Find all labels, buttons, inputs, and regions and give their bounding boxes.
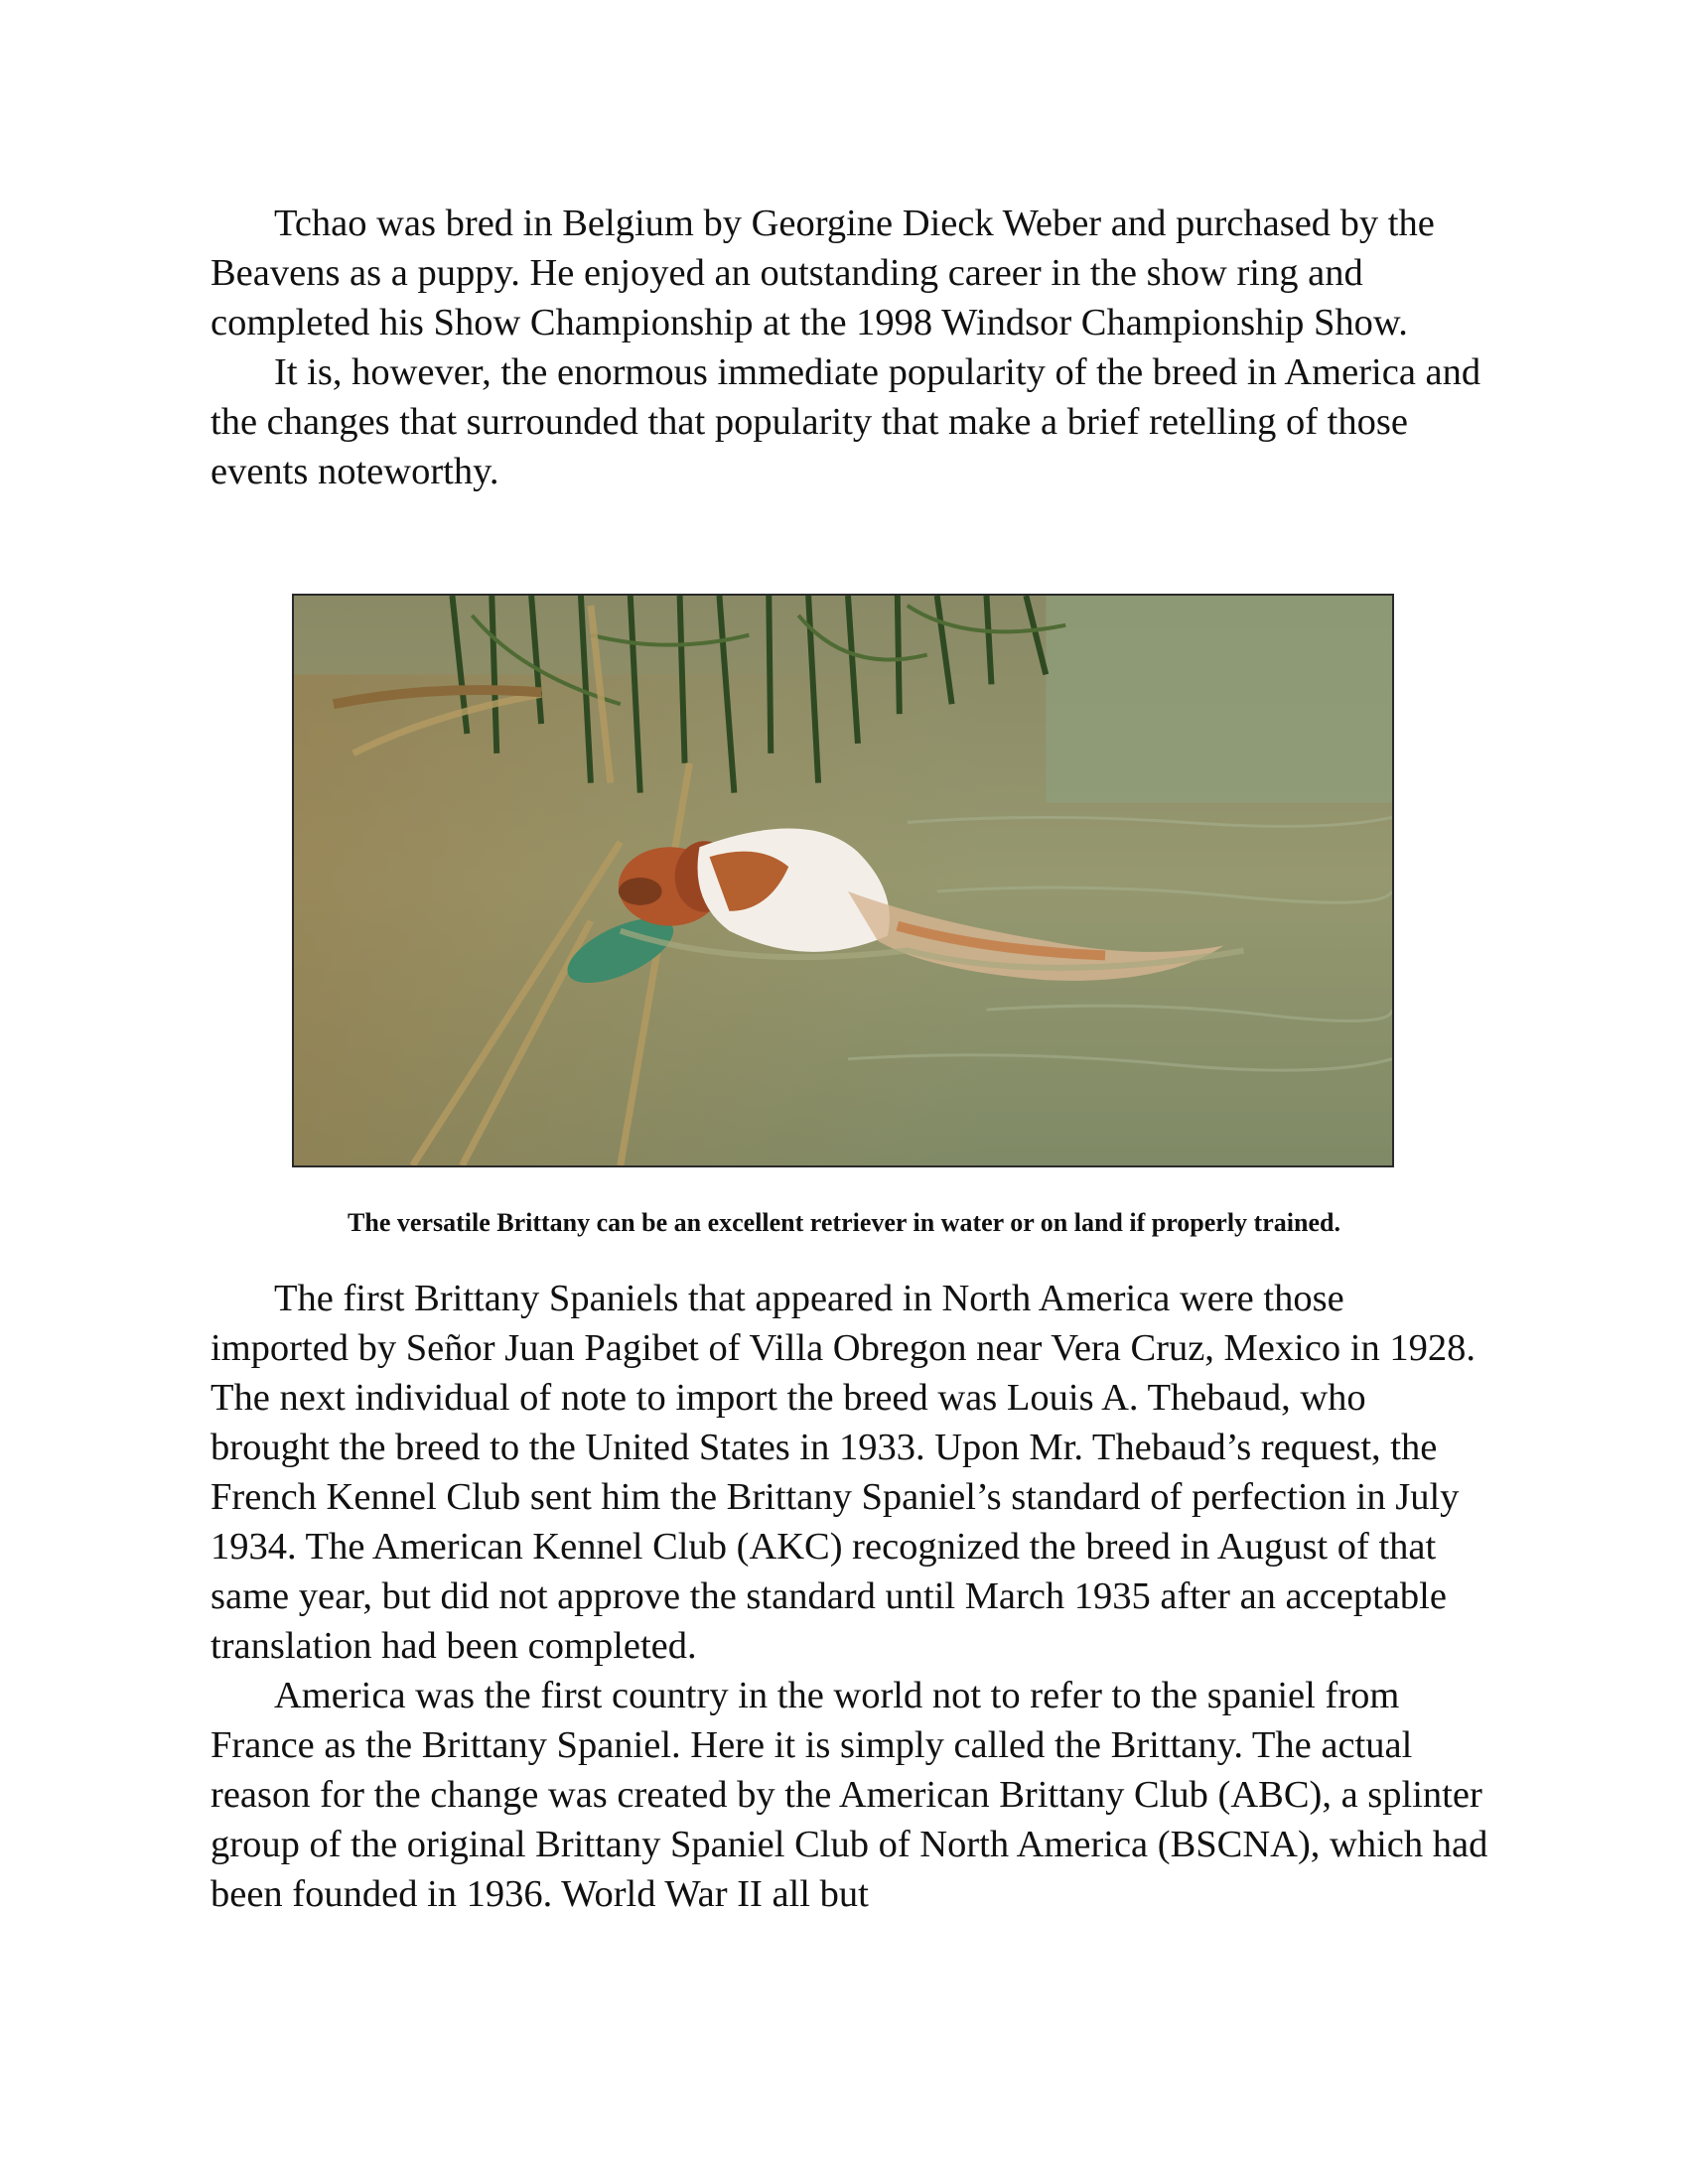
text-block-top — [211, 199, 1491, 496]
text-block-bottom — [211, 1274, 1491, 1919]
paragraph: America was the first country in the world not to refer to the spaniel from France as the Brittany Spaniel. Here it is simply called the Brittany. The actual reason for the change was created by the American Brittany Club (ABC), a splinter group of the original Brittany Spaniel Club of North America (BSCNA), which had been founded in 1936. World War II all but — [211, 1675, 1488, 1915]
photo-illustration — [294, 596, 1392, 1165]
figure-caption: The versatile Brittany can be an excellent retriever in water or on land if properly trained. — [348, 1208, 1340, 1237]
paragraph: Tchao was bred in Belgium by Georgine Dieck Weber and purchased by the Beavens as a puppy. He enjoyed an outstanding career in the show ring and completed his Show Championship at the 1998 Windsor Championship Show. — [211, 203, 1435, 343]
paragraph: The first Brittany Spaniels that appeared in North America were those imported by Señor Juan Pagibet of Villa Obregon near Vera Cruz, Mexico in 1928. The next individual of note to import the breed was Louis A. Thebaud, who brought the breed to the United States in 1933. Upon Mr. Thebaud’s request, the French Kennel Club sent him the Brittany Spaniel’s standard of perfection in July 1934. The American Kennel Club (AKC) recognized the breed in August of that same year, but did not approve the standard until March 1935 after an acceptable translation had been completed. — [211, 1278, 1476, 1667]
photo-brittany-retrieving-in-water — [292, 594, 1394, 1167]
paragraph: It is, however, the enormous immediate popularity of the breed in America and the changes that surrounded that popularity that make a brief retelling of those events noteworthy. — [211, 351, 1481, 492]
